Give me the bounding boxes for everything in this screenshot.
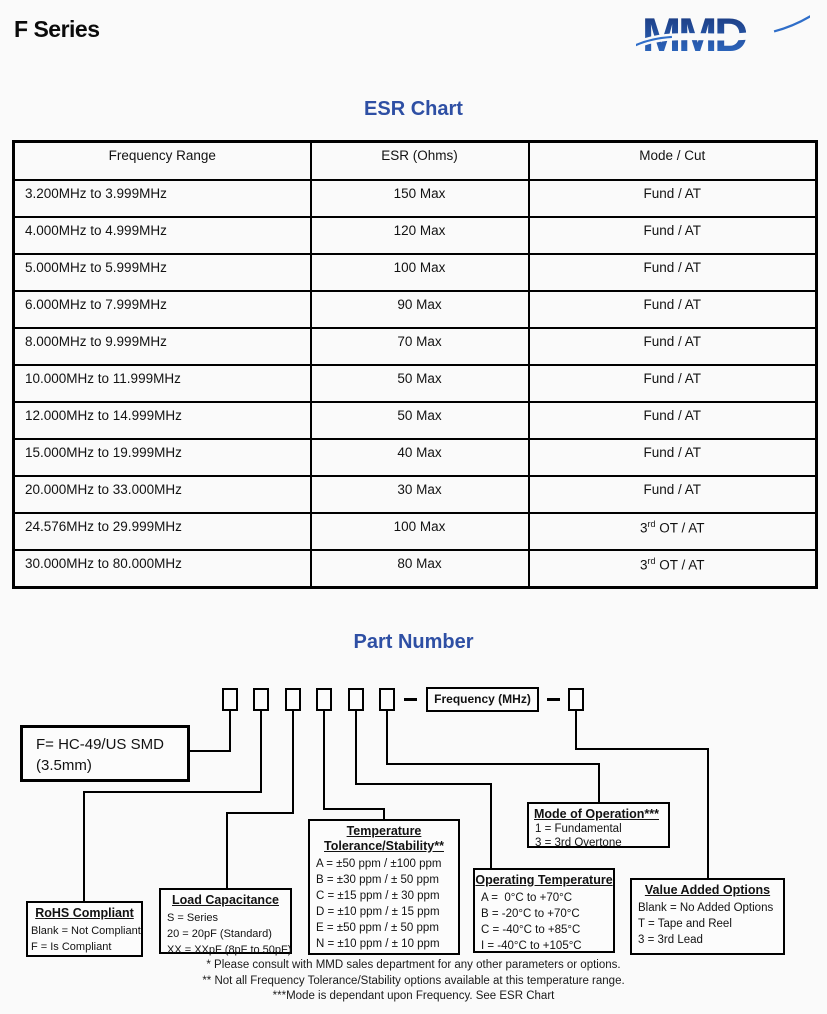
part-number-heading: Part Number [353, 631, 474, 653]
connector-line [386, 711, 388, 765]
cell-frequency-range: 24.576MHz to 29.999MHz [14, 513, 311, 550]
pn-frequency-box: Frequency (MHz) [426, 687, 539, 712]
mode-of-operation-title: Mode of Operation*** [534, 807, 660, 821]
load-capacitance-option: XX = XXpF (8pF to 50pF) [167, 944, 292, 956]
temp-tolerance-option: D = ±10 ppm / ± 15 ppm [316, 906, 440, 918]
connector-line [226, 812, 228, 888]
cell-esr: 120 Max [311, 217, 529, 254]
footnote-3: ***Mode is dependant upon Frequency. See ESR Chart [272, 990, 555, 1002]
table-row [14, 402, 817, 439]
cell-mode-cut: Fund / AT [529, 328, 817, 365]
operating-temp-option: A = 0°C to +70°C [481, 892, 573, 904]
esr-table [12, 140, 818, 589]
table-row [14, 439, 817, 476]
mode-of-operation-option: 3 = 3rd Overtone [535, 837, 622, 849]
cell-mode-cut: Fund / AT [529, 476, 817, 513]
footnote-1: * Please consult with MMD sales department for any other parameters or options. [206, 959, 621, 971]
cell-esr: 150 Max [311, 180, 529, 217]
cell-frequency-range: 6.000MHz to 7.999MHz [14, 291, 311, 328]
pn-dash-1 [404, 698, 417, 701]
cell-mode-cut: Fund / AT [529, 439, 817, 476]
series-line2: (3.5mm) [36, 757, 92, 774]
table-row [14, 513, 817, 550]
table-row [14, 365, 817, 402]
footnote-2: ** Not all Frequency Tolerance/Stability options available at this temperature range. [202, 974, 625, 987]
pn-digit-box-4 [316, 688, 332, 711]
cell-esr: 30 Max [311, 476, 529, 513]
cell-mode-cut: Fund / AT [529, 217, 817, 254]
connector-line [323, 711, 325, 810]
pn-rohs-box [26, 901, 143, 957]
load-capacitance-option: S = Series [167, 912, 219, 924]
connector-line [83, 791, 262, 793]
connector-line [490, 783, 492, 869]
pn-digit-box-6 [379, 688, 395, 711]
connector-line [260, 711, 262, 793]
cell-frequency-range: 30.000MHz to 80.000MHz [14, 550, 311, 588]
connector-line [575, 711, 577, 750]
table-row [14, 291, 817, 328]
connector-line [386, 763, 600, 765]
pn-load-capacitance-box [159, 888, 292, 954]
pn-series-box [20, 725, 190, 782]
cell-esr: 70 Max [311, 328, 529, 365]
cell-frequency-range: 5.000MHz to 5.999MHz [14, 254, 311, 291]
value-added-title: Value Added Options [644, 883, 771, 897]
table-row [14, 254, 817, 291]
table-row [14, 476, 817, 513]
col-header-esr-ohms: ESR (Ohms) [311, 142, 529, 181]
rohs-title: RoHS Compliant [35, 906, 134, 920]
value-added-option: 3 = 3rd Lead [638, 934, 703, 946]
pn-temp-tolerance-box [308, 819, 460, 955]
cell-mode-cut: Fund / AT [529, 365, 817, 402]
series-line1: F= HC-49/US SMD [36, 736, 164, 753]
temp-tolerance-option: N = ±10 ppm / ± 10 ppm [316, 938, 440, 950]
connector-line [226, 812, 294, 814]
cell-mode-cut: Fund / AT [529, 254, 817, 291]
temp-tolerance-option: A = ±50 ppm / ±100 ppm [316, 858, 442, 870]
temp-tolerance-option: C = ±15 ppm / ± 30 ppm [316, 890, 440, 902]
connector-line [323, 808, 385, 810]
connector-line [229, 711, 231, 752]
connector-line [707, 748, 709, 879]
load-capacitance-option: 20 = 20pF (Standard) [167, 928, 272, 940]
operating-temp-title: Operating Temperature [475, 873, 613, 887]
temp-tolerance-option: E = ±50 ppm / ± 50 ppm [316, 922, 439, 934]
cell-frequency-range: 10.000MHz to 11.999MHz [14, 365, 311, 402]
connector-line [292, 711, 294, 814]
cell-frequency-range: 12.000MHz to 14.999MHz [14, 402, 311, 439]
pn-dash-2 [547, 698, 560, 701]
load-capacitance-title: Load Capacitance [172, 893, 279, 907]
connector-line [355, 711, 357, 785]
esr-chart-heading: ESR Chart [364, 98, 463, 120]
cell-frequency-range: 20.000MHz to 33.000MHz [14, 476, 311, 513]
page-title: F Series [14, 16, 100, 42]
pn-digit-box-2 [253, 688, 269, 711]
connector-line [355, 783, 492, 785]
table-header-row [14, 142, 817, 181]
cell-mode-cut: Fund / AT [529, 291, 817, 328]
table-row [14, 550, 817, 588]
col-header-mode-cut: Mode / Cut [529, 142, 817, 181]
cell-mode-cut: Fund / AT [529, 402, 817, 439]
footnotes [0, 958, 827, 1005]
logo-text: MMD [642, 8, 746, 60]
cell-esr: 40 Max [311, 439, 529, 476]
pn-digit-box-7 [568, 688, 584, 711]
mode-of-operation-option: 1 = Fundamental [535, 823, 622, 835]
cell-frequency-range: 15.000MHz to 19.999MHz [14, 439, 311, 476]
pn-value-added-box [630, 878, 785, 955]
table-row [14, 328, 817, 365]
mmd-logo [636, 6, 810, 60]
cell-esr: 80 Max [311, 550, 529, 588]
cell-esr: 100 Max [311, 254, 529, 291]
cell-esr: 50 Max [311, 402, 529, 439]
pn-digit-box-1 [222, 688, 238, 711]
connector-line [190, 750, 231, 752]
cell-frequency-range: 4.000MHz to 4.999MHz [14, 217, 311, 254]
pn-mode-of-operation-box [527, 802, 670, 848]
operating-temp-option: I = -40°C to +105°C [481, 940, 582, 952]
cell-esr: 100 Max [311, 513, 529, 550]
cell-mode-cut: 3rd OT / AT [529, 550, 817, 588]
connector-line [83, 791, 85, 901]
pn-operating-temp-box [473, 868, 615, 953]
pn-digit-box-3 [285, 688, 301, 711]
operating-temp-option: B = -20°C to +70°C [481, 908, 580, 920]
cell-esr: 50 Max [311, 365, 529, 402]
col-header-frequency-range: Frequency Range [14, 142, 311, 181]
cell-frequency-range: 8.000MHz to 9.999MHz [14, 328, 311, 365]
cell-mode-cut: 3rd OT / AT [529, 513, 817, 550]
rohs-option: F = Is Compliant [31, 941, 112, 953]
value-added-option: Blank = No Added Options [638, 902, 774, 914]
table-row [14, 180, 817, 217]
cell-esr: 90 Max [311, 291, 529, 328]
value-added-option: T = Tape and Reel [638, 918, 732, 930]
temp-tolerance-title-line1: Temperature [346, 824, 422, 838]
operating-temp-option: C = -40°C to +85°C [481, 924, 581, 936]
pn-digit-box-5 [348, 688, 364, 711]
cell-mode-cut: Fund / AT [529, 180, 817, 217]
connector-line [598, 763, 600, 803]
temp-tolerance-title-line2: Tolerance/Stability** [324, 839, 444, 853]
rohs-option: Blank = Not Compliant [31, 925, 141, 937]
connector-line [575, 748, 709, 750]
cell-frequency-range: 3.200MHz to 3.999MHz [14, 180, 311, 217]
temp-tolerance-option: B = ±30 ppm / ± 50 ppm [316, 874, 439, 886]
table-row [14, 217, 817, 254]
